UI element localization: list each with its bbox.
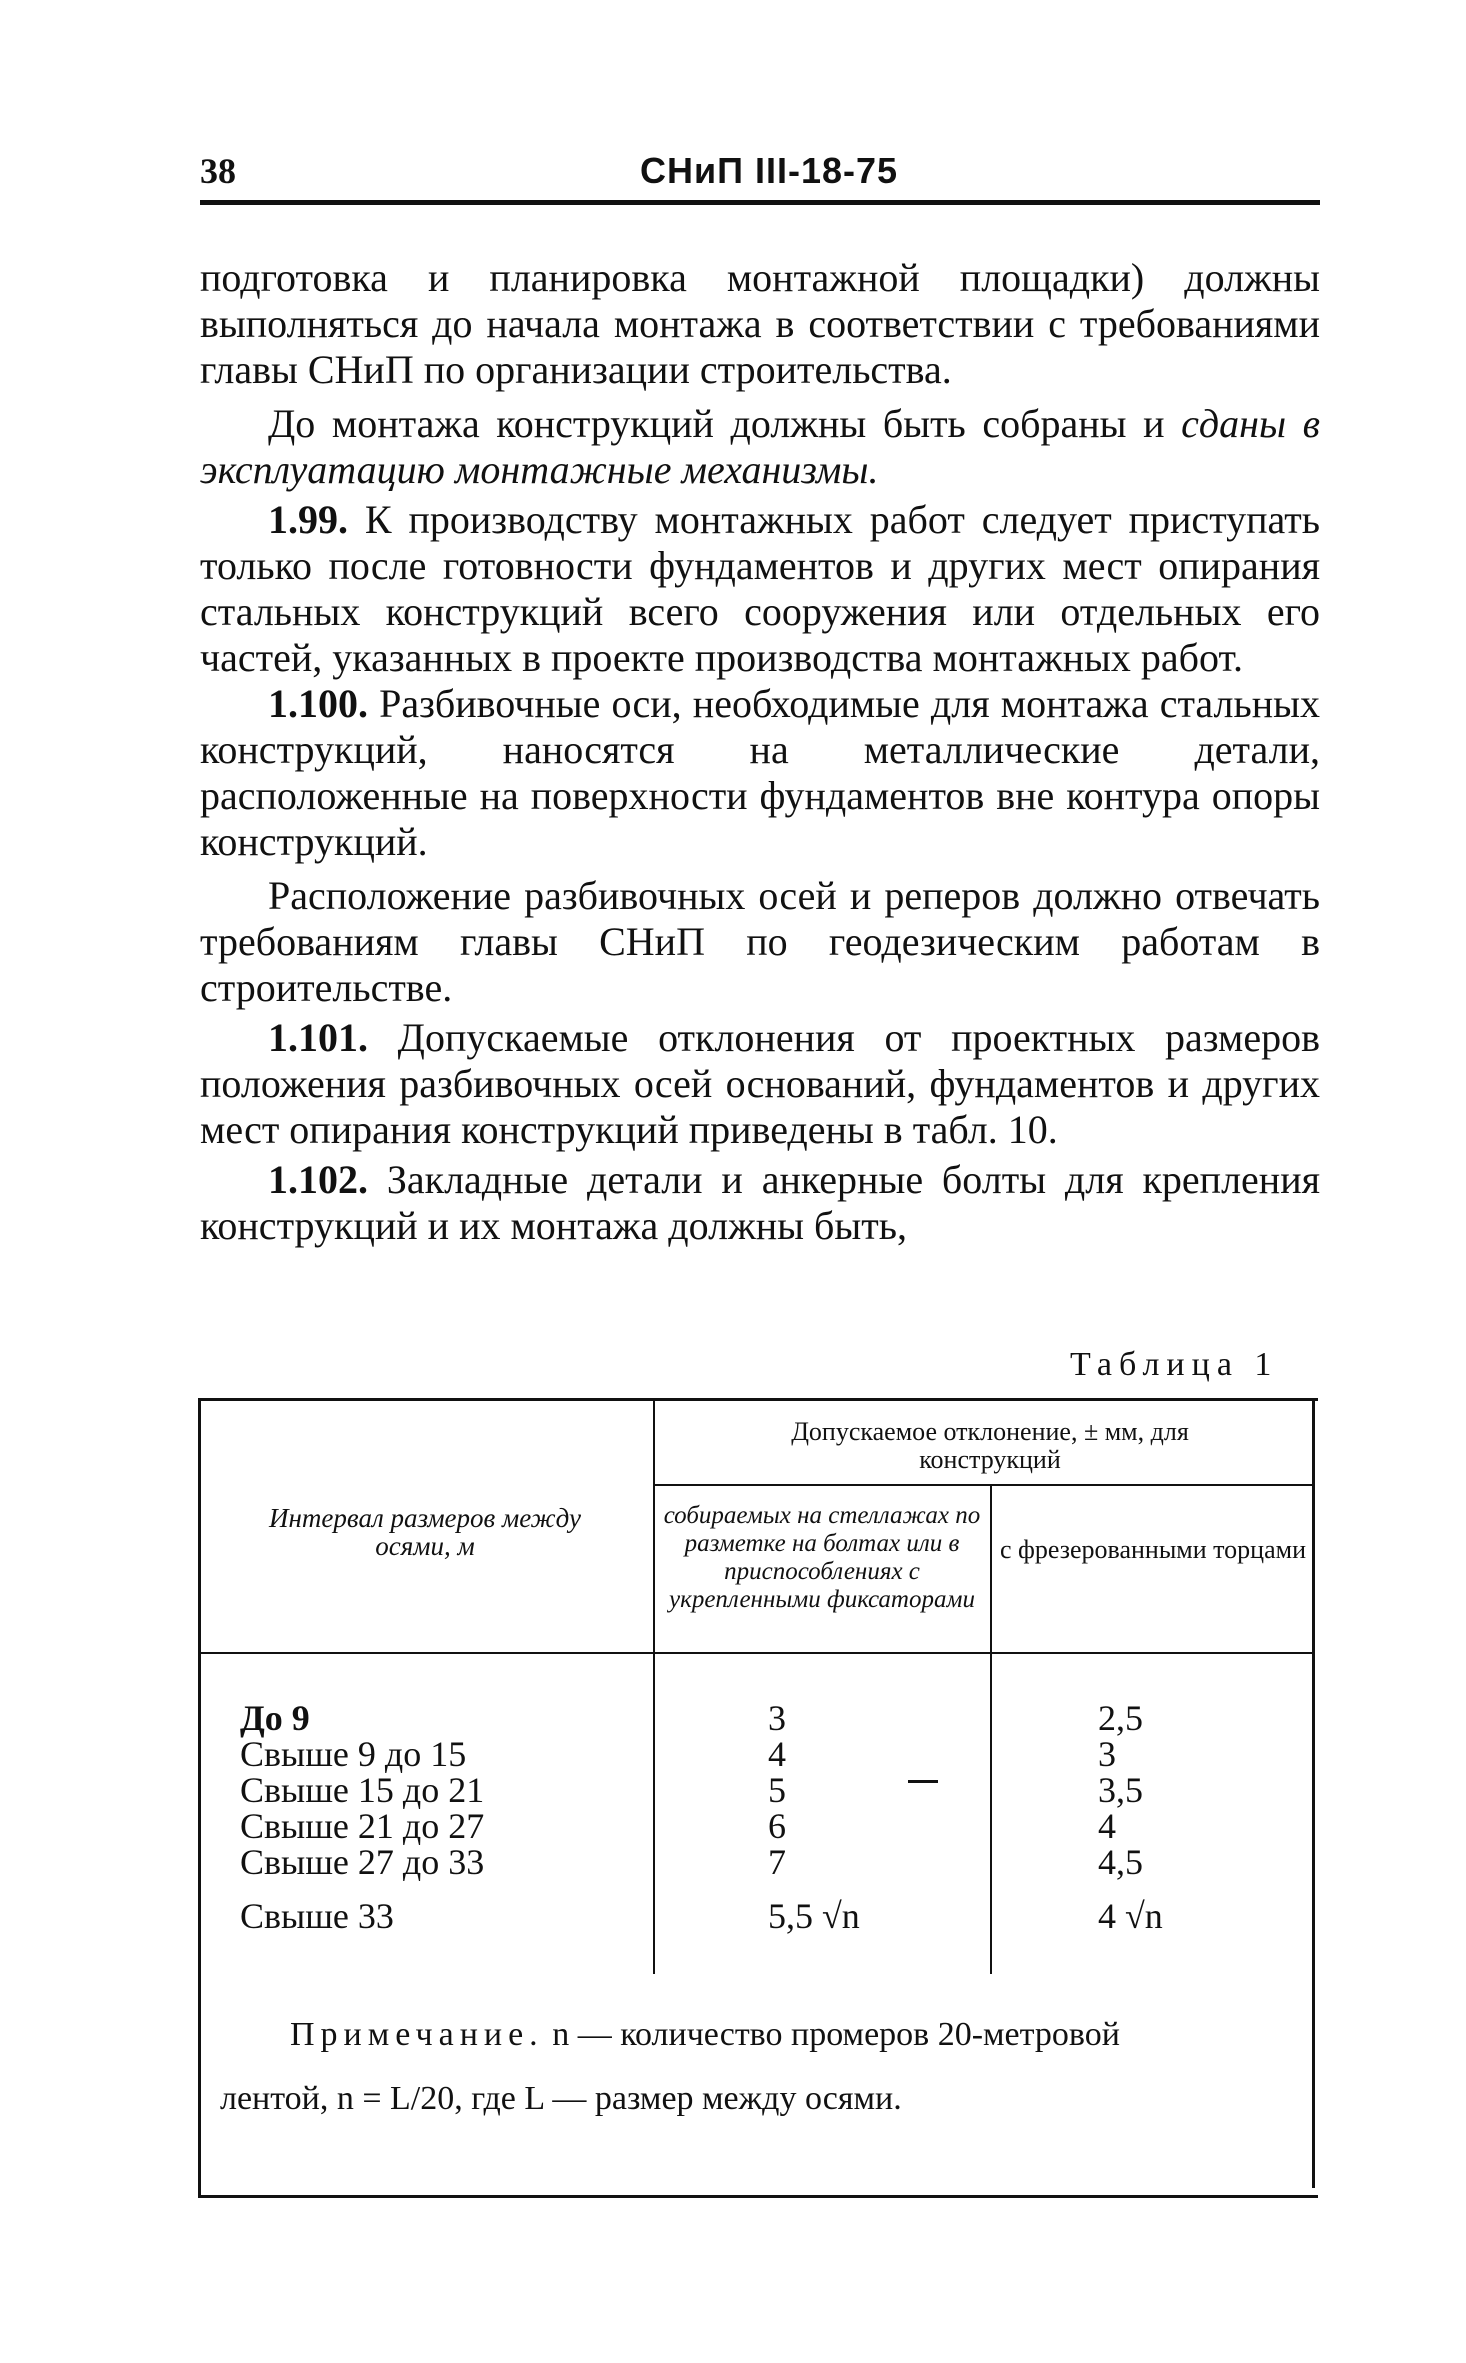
- table-note: [220, 2015, 1310, 2119]
- table-top-rule: [198, 1398, 1318, 1401]
- clause-number: 1.101.: [268, 1015, 368, 1060]
- note-label: Примечание.: [290, 2016, 544, 2053]
- header-subrule: [653, 1484, 1315, 1486]
- table-cell: 3,5: [1098, 1770, 1143, 1810]
- table-cell: 3: [1098, 1734, 1116, 1774]
- table-cell: 5: [768, 1770, 786, 1810]
- stands-column: [768, 1700, 860, 1934]
- milled-column: [1098, 1700, 1163, 1934]
- note-line: n — количество промеров 20-метровой: [552, 2016, 1120, 2053]
- table-cell: Свыше 15 до 21: [240, 1770, 485, 1810]
- table-cell: До 9: [240, 1698, 310, 1738]
- table-cell: 4: [1098, 1806, 1116, 1846]
- table-left-rule: [198, 1398, 201, 2198]
- column-header-group: Допускаемое отклонение, ± мм, для конструкций: [791, 1417, 1189, 1474]
- table-right-rule: [1312, 1398, 1315, 2188]
- table-cell: 4: [768, 1734, 786, 1774]
- table-cell: 3: [768, 1698, 786, 1738]
- header-rule: [200, 200, 1320, 205]
- page-number: 38: [200, 151, 236, 191]
- paragraph: 1.100. Разбивочные оси, необходимые для монтажа стальных конструкций, наносятся на металлические детали, расположенные на поверхности фундаментов вне контура опоры конструкций.: [200, 681, 1321, 864]
- column-header-stands: собираемых на стеллажах по разметке на болтах или в приспособлениях с укрепленными фиксаторами: [663, 1502, 981, 1613]
- table-cell: Свыше 33: [240, 1896, 394, 1936]
- table-label: Таблица 1: [1070, 1346, 1279, 1383]
- table-bottom-rule: [198, 2195, 1318, 2198]
- clause-number: 1.99.: [268, 497, 348, 542]
- table-cell: 5,5 √n: [768, 1896, 860, 1936]
- clause-number: 1.102.: [268, 1157, 368, 1202]
- table-cell: Свыше 9 до 15: [240, 1734, 467, 1774]
- paragraph: 1.101. Допускаемые отклонения от проектных размеров положения разбивочных осей оснований, фундаментов и других мест опирания конструкций приведены в табл. 10.: [200, 1015, 1320, 1152]
- paragraph: До монтажа конструкций должны быть собраны и сданы в эксплуатацию монтажные механизмы.: [200, 401, 1320, 492]
- clause-number: 1.100.: [268, 681, 368, 726]
- table-cell: Свыше 27 до 33: [240, 1842, 485, 1882]
- interval-column: [240, 1700, 484, 1934]
- table-cell: 4 √n: [1098, 1896, 1163, 1936]
- table-cell: 6: [768, 1806, 786, 1846]
- table-cell: 2,5: [1098, 1698, 1143, 1738]
- body-text: [200, 255, 1320, 1249]
- dash-mark: [908, 1780, 938, 1783]
- document-code: СНиП III-18-75: [640, 150, 899, 191]
- note-line: лентой, n = L/20, где L — размер между осями.: [220, 2080, 902, 2117]
- paragraph: 1.102. Закладные детали и анкерные болты для крепления конструкций и их монтажа должны быть,: [200, 1157, 1321, 1248]
- column-divider: [990, 1484, 992, 1974]
- page-header: [200, 150, 1320, 190]
- column-header-milled: с фрезерованными торцами: [999, 1535, 1307, 1564]
- table-cell: 7: [768, 1842, 786, 1882]
- paragraph: 1.99. К производству монтажных работ следует приступать только после готовности фундаментов и других мест опирания стальных конструкций всего сооружения или отдельных его частей, указанных в проекте производства монтажных работ.: [200, 497, 1320, 680]
- table-cell: Свыше 21 до 27: [240, 1806, 485, 1846]
- column-header-interval: Интервал размеров между осями, м: [269, 1503, 581, 1561]
- table-cell: 4,5: [1098, 1842, 1143, 1882]
- paragraph: Расположение разбивочных осей и реперов должно отвечать требованиям главы СНиП по геодезическим работам в строительстве.: [200, 873, 1320, 1010]
- paragraph: подготовка и планировка монтажной площадки) должны выполняться до начала монтажа в соответствии с требованиями главы СНиП по организации строительства.: [200, 255, 1320, 392]
- header-bottom-rule: [198, 1652, 1315, 1654]
